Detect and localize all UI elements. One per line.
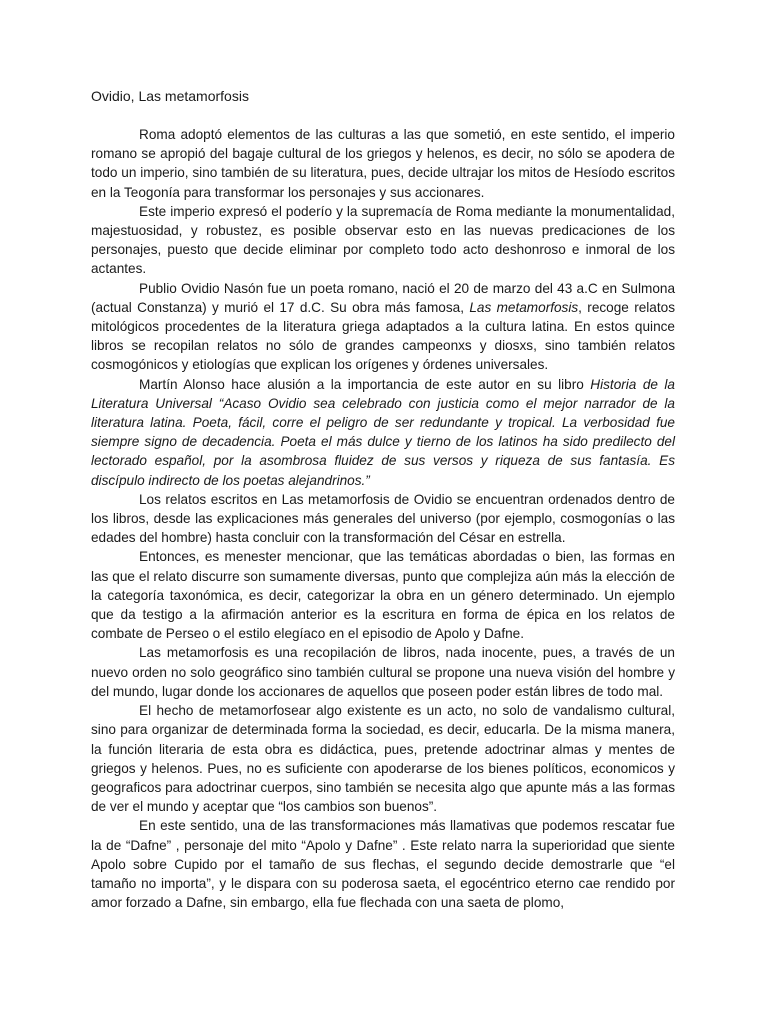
paragraph-roma: Roma adoptó elementos de las culturas a las que sometió, en este sentido, el imperio romano se apropió del bagaje cultural de los griegos y helenos, es decir, no sólo se apodera de todo un imperio, sino también de su literatura, pues, decide ultrajar los mitos de Hesíodo escritos en la Teogonía para transformar los personajes y sus accionares. (91, 127, 675, 200)
document-page (91, 87, 675, 912)
alonso-quote: Historia de la Literatura Universal “Acaso Ovidio sea celebrado con justicia como el mejor narrador de la literatura latina. Poeta, fácil, corre el peligro de ser redundante y tropical. La verbosidad fue siempre signo de decadencia. Poeta el más dulce y tierno de los latinos ha sido predilecto del lectorado español, por la asombrosa fluidez de sus versos y riqueza de sus fantasía. Es discípulo indirecto de los poetas alejandrinos.” (91, 376, 675, 488)
paragraph-metamorfosear: El hecho de metamorfosear algo existente es un acto, no solo de vandalismo cultural, sino para organizar de determinada forma la sociedad, es decir, educarla. De la misma manera, la función literaria de esta obra es didáctica, pues, pretende adoctrinar almas y mentes de griegos y helenos. Pues, no es suficiente con apoderarse de los bienes políticos, economicos y geograficos para adoctrinar cuerpos, sino también se necesita algo que apunte más a las formas de ver el mundo y aceptar que “los cambios son buenos”. (91, 703, 675, 815)
paragraph-relatos: Los relatos escritos en Las metamorfosis de Ovidio se encuentran ordenados dentro de los libros, desde las explicaciones más generales del universo (por ejemplo, cosmogonías o las edades del hombre) hasta concluir con la transformación del César en estrella. (91, 491, 675, 546)
paragraph-publio-text-start: Publio Ovidio Nasón fue un poeta romano, nació el 20 de marzo del 43 a.C en Sulmona (actual Constanza) y murió el 17 d.C. Su obra más famosa, (91, 280, 675, 315)
document-title: Ovidio, Las metamorfosis (91, 88, 249, 104)
paragraph-dafne: En este sentido, una de las transformaciones más llamativas que podemos rescatar fue la de “Dafne” , personaje del mito “Apolo y Dafne” . Este relato narra la superioridad que siente Apolo sobre Cupido por el tamaño de sus flechas, el segundo decide demostrarle que “el tamaño no importa”, y le dispara con su poderosa saeta, el egocéntrico eterno cae rendido por amor forzado a Dafne, sin embargo, ella fue flechada con una saeta de plomo, (91, 818, 675, 911)
paragraph-imperio: Este imperio expresó el poderío y la supremacía de Roma mediante la monumentalidad, majestuosidad, y robustez, es posible observar esto en las nuevas predicaciones de los personajes, puesto que decide eliminar por completo todo acto deshonroso e inmoral de los actantes. (91, 203, 675, 277)
paragraph-recopilacion: Las metamorfosis es una recopilación de libros, nada inocente, pues, a través de un nuevo orden no solo geográfico sino también cultural se propone una nueva visión del hombre y del mundo, lugar donde los accionares de aquellos que poseen poder están libres de todo mal. (91, 645, 675, 699)
paragraph-alonso (91, 375, 675, 490)
work-title: Las metamorfosis (469, 299, 579, 315)
paragraph-tematicas: Entonces, es menester mencionar, que las temáticas abordadas o bien, las formas en las que el relato discurre son sumamente diversas, punto que complejiza aún más la elección de la categoría taxonómica, es decir, categorizar la obra en un género determinado. Un ejemplo que da testigo a la afirmación anterior es la escritura en forma de épica en los relatos de combate de Perseo o el estilo elegíaco en el episodio de Apolo y Dafne. (91, 549, 675, 642)
paragraph-alonso-intro: Martín Alonso hace alusión a la importancia de este autor en su libro (139, 376, 591, 392)
paragraph-publio (91, 279, 675, 375)
paragraph-publio-text-end: , recoge relatos mitológicos procedentes de la literatura griega adaptados a la cultura latina. En estos quince libros se recopilan relatos no sólo de grandes campeonxs y diosxs, sino también relatos cosmogónicos y etiologías que explican los orígenes y órdenes universales. (91, 299, 675, 373)
